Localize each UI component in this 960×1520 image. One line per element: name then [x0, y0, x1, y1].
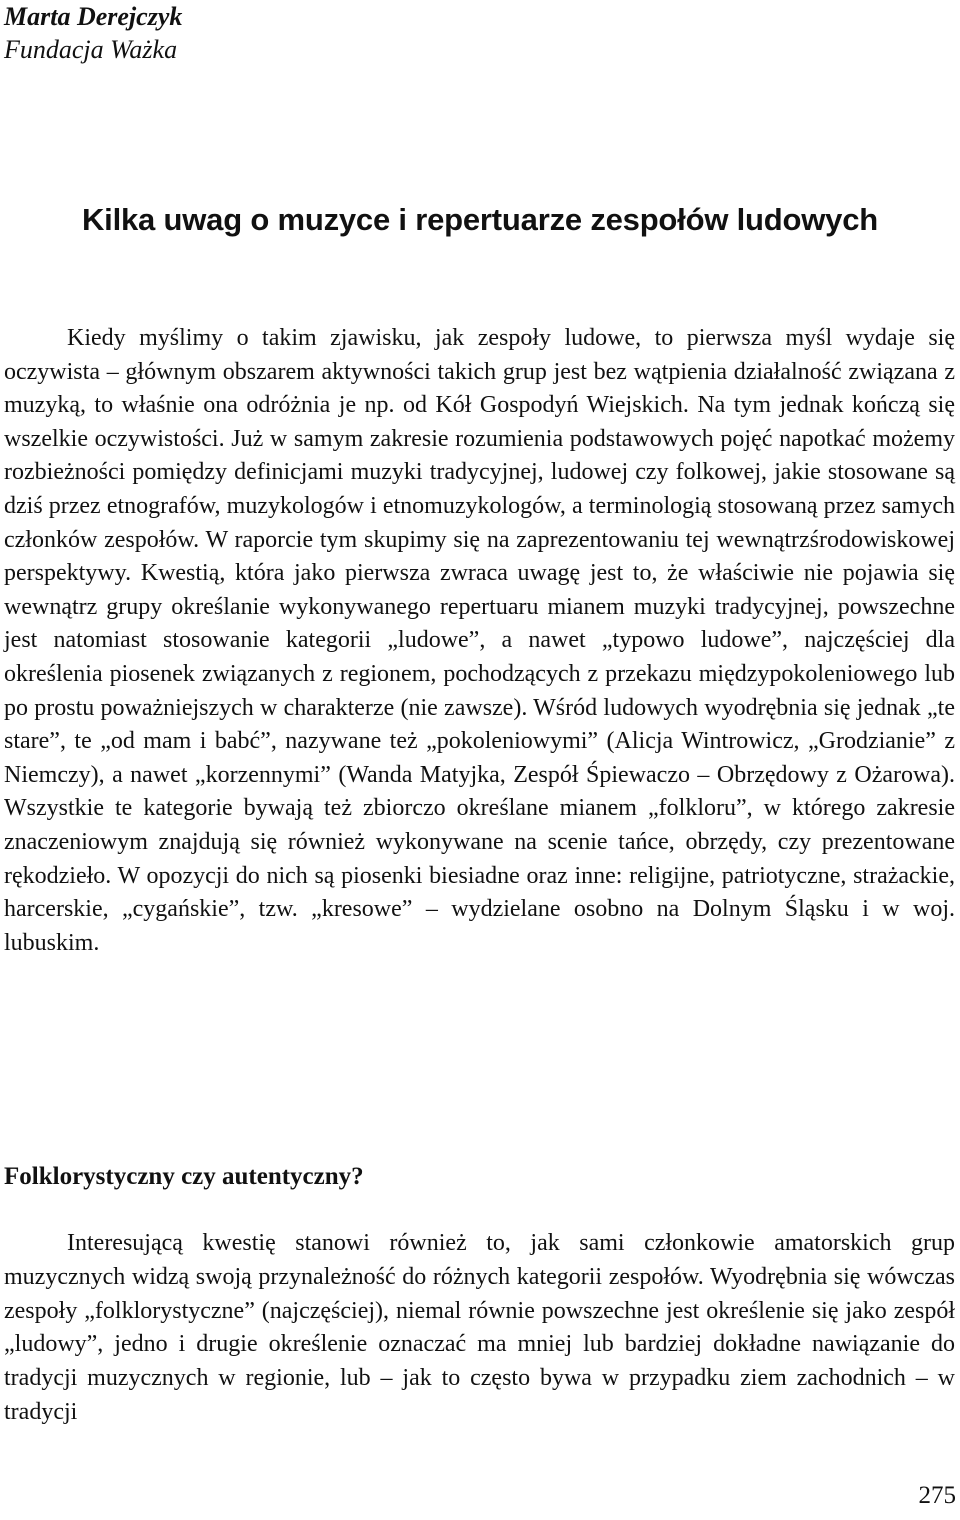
author-name: Marta Derejczyk: [4, 2, 183, 31]
author-block: [4, 0, 182, 66]
article-title: Kilka uwag o muzyce i repertuarze zespołów ludowych: [82, 202, 878, 237]
page-number: 275: [918, 1482, 956, 1509]
author-organization: Fundacja Ważka: [4, 35, 178, 64]
section-heading: Folklorystyczny czy autentyczny?: [4, 1163, 364, 1190]
section-paragraph: Interesującą kwestię stanowi również to, jak sami członkowie amatorskich grup muzycznych widzą swoją przynależność do różnych kategorii zespołów. Wyodrębnia się wówczas zespoły „folklorystyczne” (najczęściej), niemal równie powszechne jest określenie się jako zespół „ludowy”, jedno i drugie określenie oznaczać ma mniej lub bardziej dokładne nawiązanie do tradycji muzycznych w regionie, lub – jak to często bywa w przypadku ziem zachodnich – w tradycji: [4, 1230, 955, 1425]
body-paragraph: Kiedy myślimy o takim zjawisku, jak zespoły ludowe, to pierwsza myśl wydaje się oczywista – głównym obszarem aktywności takich grup jest bez wątpienia działalność związana z muzyką, to właśnie ona odróżnia je np. od Kół Gospodyń Wiejskich. Na tym jednak kończą się wszelkie oczywistości. Już w samym zakresie rozumienia podstawowych pojęć napotkać możemy rozbieżności pomiędzy definicjami muzyki tradycyjnej, ludowej czy folkowej, jakie stosowane są dziś przez etnografów, muzykologów i etnomuzykologów, a terminologią stosowaną przez samych członków zespołów. W raporcie tym skupimy się na zaprezentowaniu tej wewnątrzśrodowiskowej perspektywy. Kwestią, która jako pierwsza zwraca uwagę jest to, że właściwie nie pojawia się wewnątrz grupy określanie wykonywanego repertuaru mianem muzyki tradycyjnej, powszechne jest natomiast stosowanie kategorii „ludowe”, a nawet „typowo ludowe”, najczęściej dla określenia piosenek związanych z regionem, pochodzących z przekazu międzypokoleniowego lub po prostu poważniejszych w charakterze (nie zawsze). Wśród ludowych wyodrębnia się jednak „te stare”, te „od mam i babć”, nazywane też „pokoleniowymi” (Alicja Wintrowicz, „Grodzianie” z Niemczy), a nawet „korzennymi” (Wanda Matyjka, Zespół Śpiewaczo – Obrzędowy z Ożarowa). Wszystkie te kategorie bywają też zbiorczo określane mianem „folkloru”, w którego zakresie znaczeniowym znajdują się również wykonywane na scenie tańce, obrzędy, czy prezentowane rękodzieło. W opozycji do nich są piosenki biesiadne oraz inne: religijne, patriotyczne, strażackie, harcerskie, „cygańskie”, tzw. „kresowe” – wydzielane osobno na Dolnym Śląsku i w woj. lubuskim.: [4, 325, 955, 956]
